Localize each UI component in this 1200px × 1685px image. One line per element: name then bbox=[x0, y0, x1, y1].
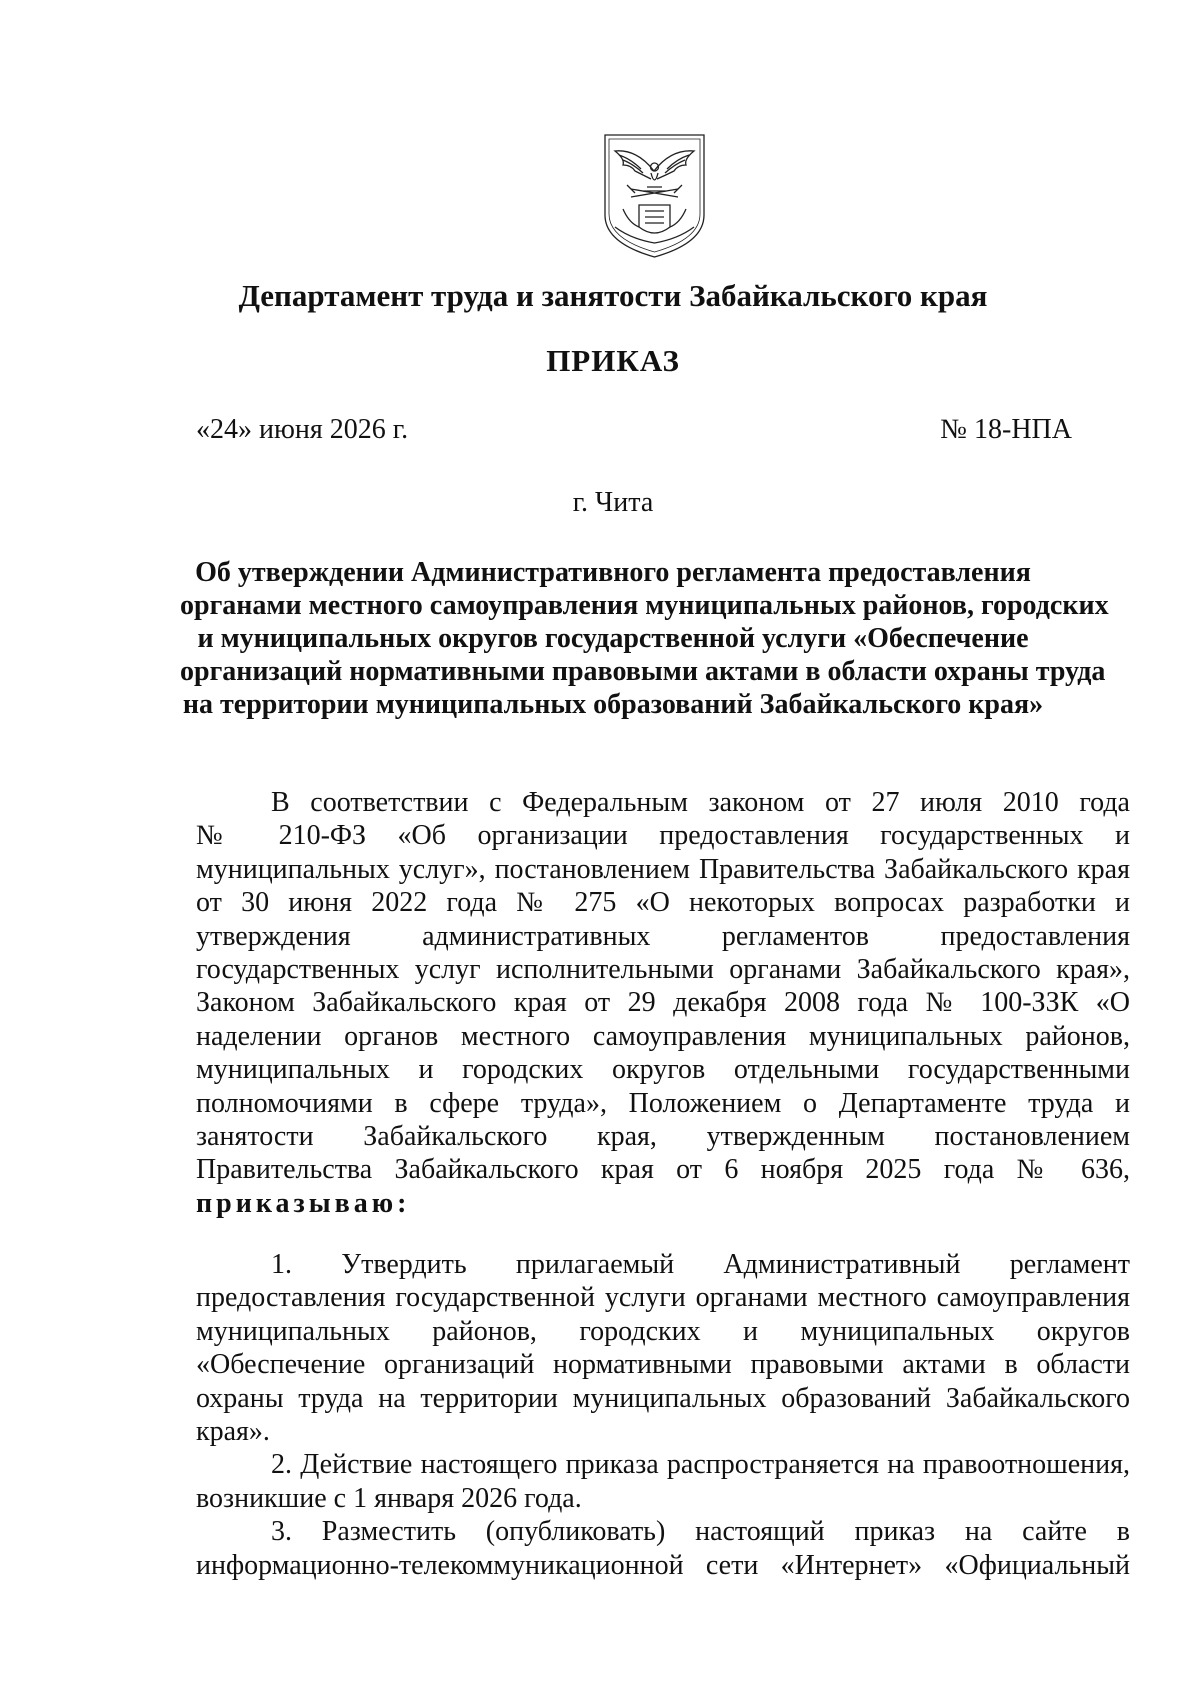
subject-line: и муниципальных округов государственной услуги «Обеспечение bbox=[197, 623, 1029, 654]
item-1-line: предоставления государственной услуги органами местного самоуправления bbox=[196, 1282, 1130, 1314]
command-word: приказываю: bbox=[196, 1187, 411, 1219]
item-1-line: края». bbox=[196, 1416, 270, 1448]
item-3-line: информационно-телекоммуникационной сети «Интернет» «Официальный bbox=[196, 1549, 1130, 1581]
item-1-line: муниципальных районов, городских и муниципальных округов bbox=[196, 1315, 1130, 1347]
order-date: «24» июня 2026 г. bbox=[196, 414, 409, 445]
subject-line: организаций нормативными правовыми актами в области охраны труда bbox=[180, 656, 1106, 687]
item-1-line: охраны труда на территории муниципальных образований Забайкальского bbox=[196, 1382, 1130, 1414]
department-title: Департамент труда и занятости Забайкальского края bbox=[238, 278, 988, 313]
item-1-line: «Обеспечение организаций нормативными правовыми актами в области bbox=[196, 1349, 1130, 1381]
preamble-line: № 210-ФЗ «Об организации предоставления государственных и bbox=[196, 820, 1130, 852]
subject-line: органами местного самоуправления муниципальных районов, городских bbox=[180, 590, 1109, 621]
preamble-line: от 30 июня 2022 года № 275 «О некоторых вопросах разработки и bbox=[196, 887, 1130, 919]
preamble-line: Законом Забайкальского края от 29 декабря 2008 года № 100-ЗЗК «О bbox=[196, 987, 1130, 1019]
item-2-line: возникшие с 1 января 2026 года. bbox=[196, 1482, 582, 1514]
preamble-line: утверждения административных регламентов предоставления bbox=[196, 920, 1130, 952]
preamble-line: наделении органов местного самоуправления муниципальных районов, bbox=[196, 1020, 1130, 1052]
preamble-line: занятости Забайкальского края, утвержденным постановлением bbox=[196, 1120, 1130, 1152]
preamble-line: Правительства Забайкальского края от 6 ноября 2025 года № 636, bbox=[196, 1154, 1130, 1186]
city-name: г. Чита bbox=[572, 487, 654, 518]
item-1-line: 1. Утвердить прилагаемый Административный регламент bbox=[271, 1249, 1130, 1281]
order-number: № 18-НПА bbox=[940, 414, 1072, 445]
item-3-line: 3. Разместить (опубликовать) настоящий приказ на сайте в bbox=[271, 1516, 1130, 1548]
coat-of-arms-icon bbox=[601, 131, 708, 260]
order-body bbox=[196, 786, 1130, 1582]
item-2-line: 2. Действие настоящего приказа распространяется на правоотношения, bbox=[271, 1449, 1130, 1481]
document-type-title: ПРИКАЗ bbox=[546, 343, 680, 378]
command-line bbox=[196, 1187, 1130, 1220]
preamble-line: В соответствии с Федеральным законом от 27 июля 2010 года bbox=[271, 787, 1130, 818]
preamble-line: полномочиями в сфере труда», Положением о Департаменте труда и bbox=[196, 1087, 1130, 1119]
preamble-line: муниципальных услуг», постановлением Правительства Забайкальского края bbox=[196, 853, 1130, 885]
order-subject bbox=[180, 556, 1109, 721]
subject-line: на территории муниципальных образований Забайкальского края» bbox=[182, 689, 1044, 720]
preamble-line: муниципальных и городских округов отдельными государственными bbox=[196, 1054, 1130, 1086]
preamble-line: государственных услуг исполнительными органами Забайкальского края», bbox=[196, 953, 1130, 985]
subject-line: Об утверждении Административного регламента предоставления bbox=[195, 557, 1031, 588]
